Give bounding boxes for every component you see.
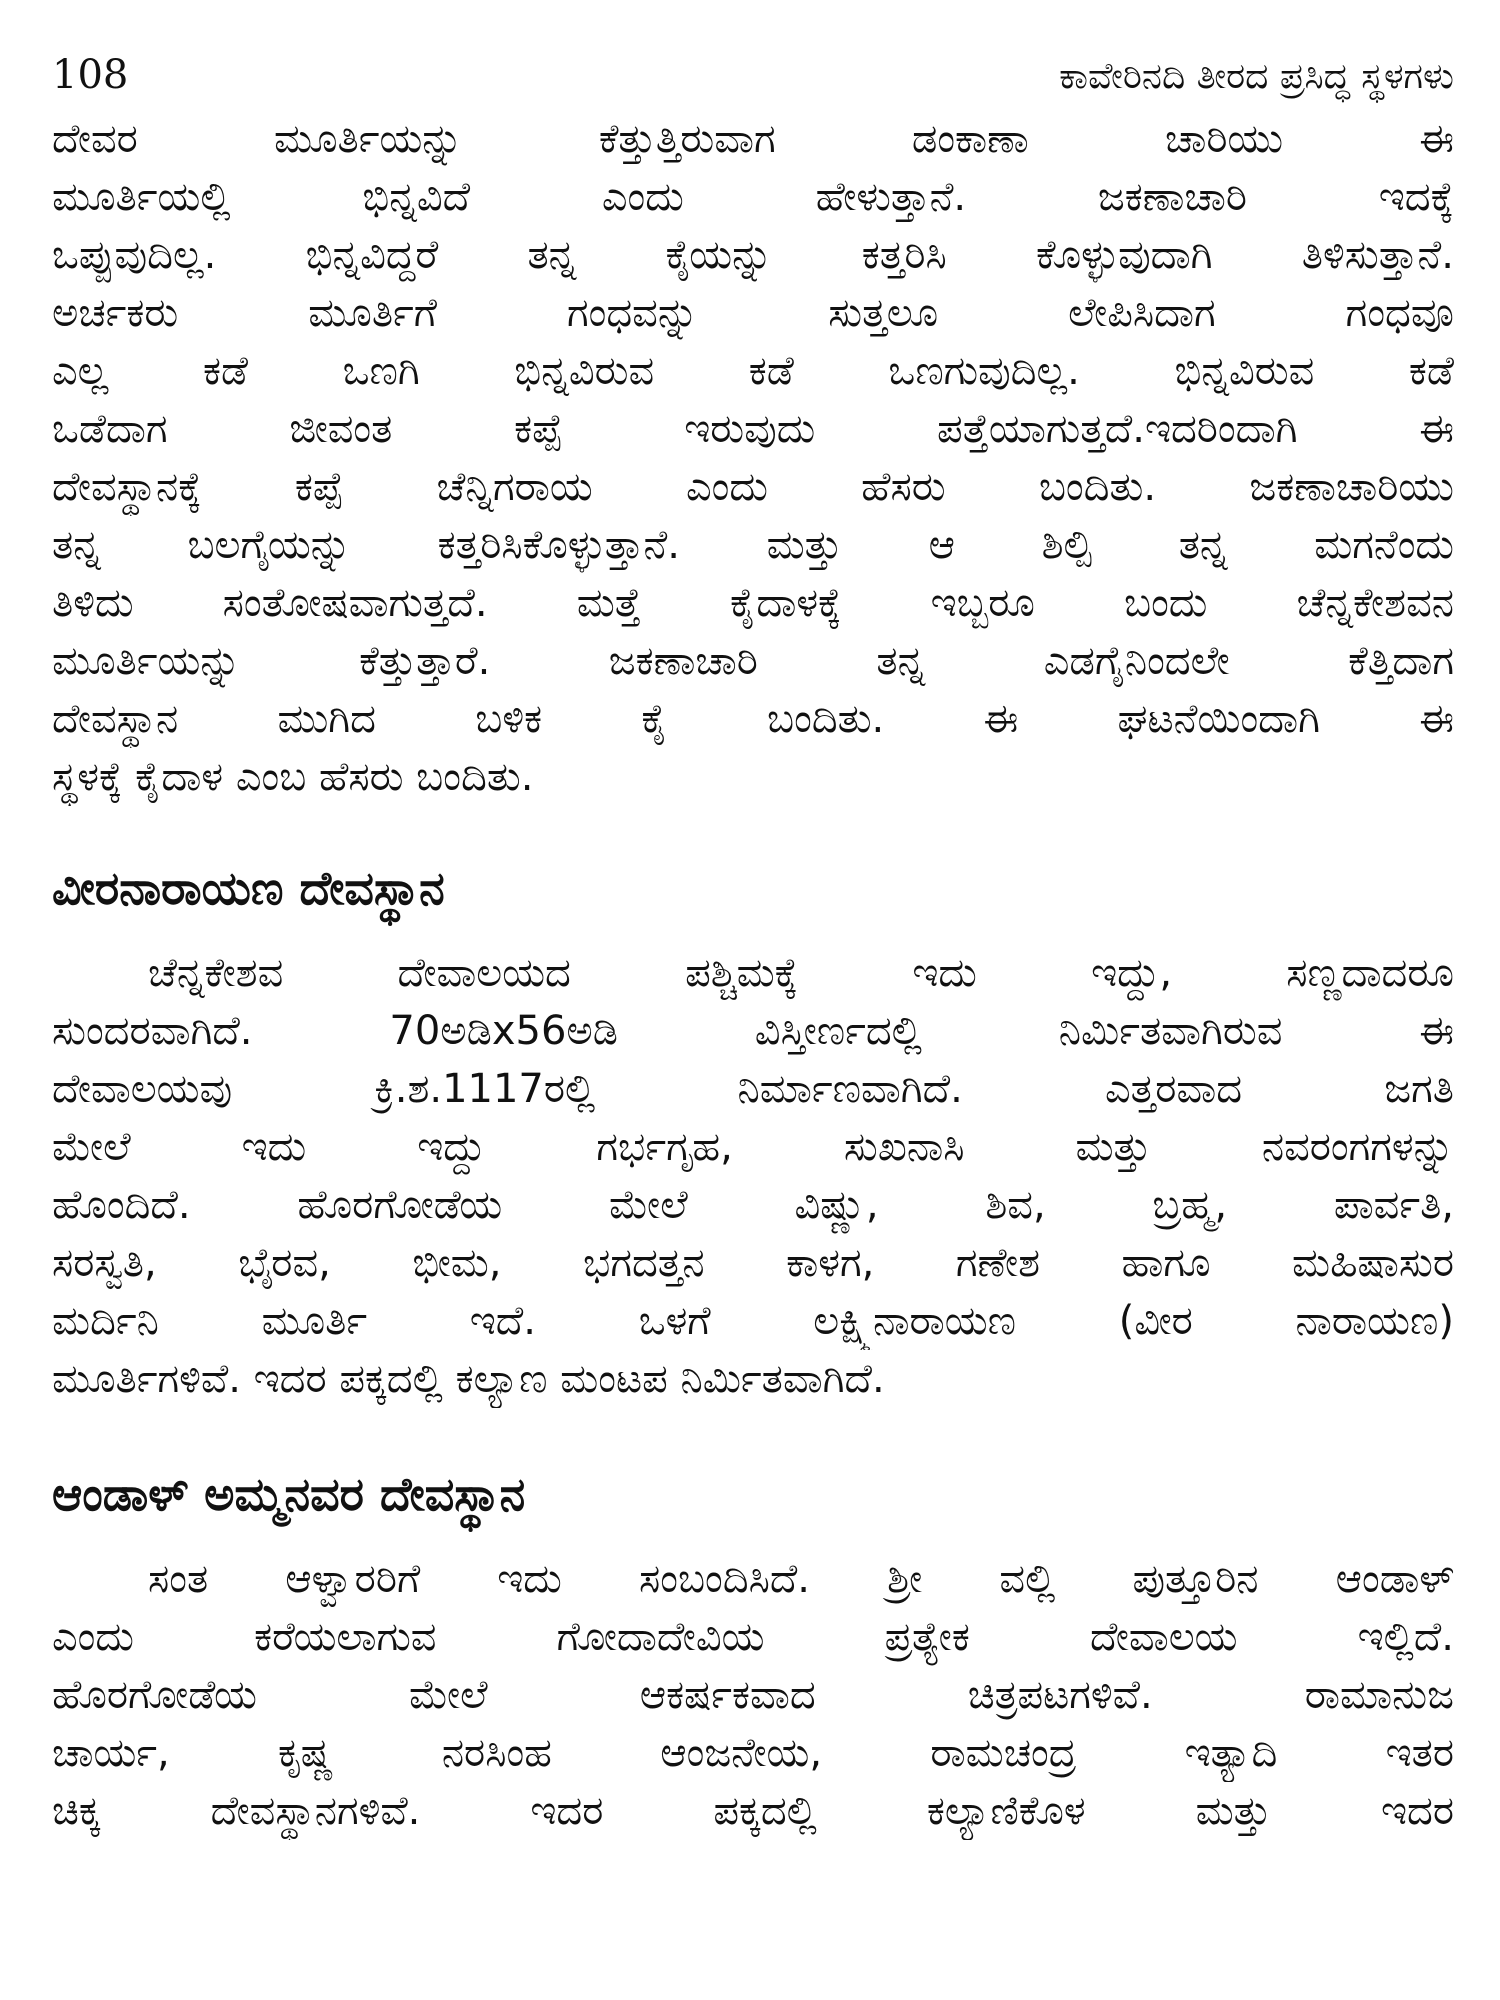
text-line: ದೇವಸ್ಥಾನ ಮುಗಿದ ಬಳಿಕ ಕೈ ಬಂದಿತು. ಈ ಘಟನೆಯಿಂದಾಗಿ ಈ — [52, 696, 1454, 742]
page-header — [52, 52, 1454, 108]
text-line: ಚೆನ್ನಕೇಶವ ದೇವಾಲಯದ ಪಶ್ಚಿಮಕ್ಕೆ ಇದು ಇದ್ದು, ಸಣ್ಣದಾದರೂ — [148, 950, 1454, 996]
text-line: ಮೂರ್ತಿಯಲ್ಲಿ ಭಿನ್ನವಿದೆ ಎಂದು ಹೇಳುತ್ತಾನೆ. ಜಕಣಾಚಾರಿ ಇದಕ್ಕೆ — [52, 174, 1454, 220]
text-line: ಸುಂದರವಾಗಿದೆ. 70ಅಡಿx56ಅಡಿ ವಿಸ್ತೀರ್ಣದಲ್ಲಿ ನಿರ್ಮಿತವಾಗಿರುವ ಈ — [52, 1008, 1454, 1054]
section-heading-veeranarayana: ವೀರನಾರಾಯಣ ದೇವಸ್ಥಾನ — [52, 861, 445, 915]
section-heading-andal: ಆಂಡಾಳ್ ಅಮ್ಮನವರ ದೇವಸ್ಥಾನ — [52, 1467, 526, 1521]
book-page — [52, 52, 1454, 1840]
andal-paragraph — [52, 1550, 1454, 1840]
text-line: ಒಪ್ಪುವುದಿಲ್ಲ. ಭಿನ್ನವಿದ್ದರೆ ತನ್ನ ಕೈಯನ್ನು ಕತ್ತರಿಸಿ ಕೊಳ್ಳುವುದಾಗಿ ತಿಳಿಸುತ್ತಾನೆ. — [52, 232, 1454, 278]
veeranarayana-paragraph — [52, 944, 1454, 1408]
intro-paragraph — [52, 110, 1454, 806]
text-line: ತಿಳಿದು ಸಂತೋಷವಾಗುತ್ತದೆ. ಮತ್ತೆ ಕೈದಾಳಕ್ಕೆ ಇಬ್ಬರೂ ಬಂದು ಚೆನ್ನಕೇಶವನ — [52, 580, 1454, 626]
text-line: ಮರ್ದಿನಿ ಮೂರ್ತಿ ಇದೆ. ಒಳಗೆ ಲಕ್ಷ್ಮಿನಾರಾಯಣ (ವೀರ ನಾರಾಯಣ) — [52, 1298, 1454, 1344]
page-number: 108 — [52, 52, 129, 98]
text-line: ದೇವರ ಮೂರ್ತಿಯನ್ನು ಕೆತ್ತುತ್ತಿರುವಾಗ ಡಂಕಾಣಾ ಚಾರಿಯು ಈ — [52, 116, 1454, 162]
text-line: ಹೊರಗೋಡೆಯ ಮೇಲೆ ಆಕರ್ಷಕವಾದ ಚಿತ್ರಪಟಗಳಿವೆ. ರಾಮಾನುಜ — [52, 1672, 1454, 1718]
text-line: ದೇವಸ್ಥಾನಕ್ಕೆ ಕಪ್ಪೆ ಚೆನ್ನಿಗರಾಯ ಎಂದು ಹೆಸರು ಬಂದಿತು. ಜಕಣಾಚಾರಿಯು — [52, 464, 1454, 510]
text-line: ಸ್ಥಳಕ್ಕೆ ಕೈದಾಳ ಎಂಬ ಹೆಸರು ಬಂದಿತು. — [52, 754, 534, 800]
text-line: ಒಡೆದಾಗ ಜೀವಂತ ಕಪ್ಪೆ ಇರುವುದು ಪತ್ತೆಯಾಗುತ್ತದೆ.ಇದರಿಂದಾಗಿ ಈ — [52, 406, 1454, 452]
text-line: ಮೂರ್ತಿಯನ್ನು ಕೆತ್ತುತ್ತಾರೆ. ಜಕಣಾಚಾರಿ ತನ್ನ ಎಡಗೈನಿಂದಲೇ ಕೆತ್ತಿದಾಗ — [52, 638, 1454, 684]
text-line: ಮೂರ್ತಿಗಳಿವೆ. ಇದರ ಪಕ್ಕದಲ್ಲಿ ಕಲ್ಯಾಣ ಮಂಟಪ ನಿರ್ಮಿತವಾಗಿದೆ. — [52, 1356, 885, 1402]
text-line: ಅರ್ಚಕರು ಮೂರ್ತಿಗೆ ಗಂಧವನ್ನು ಸುತ್ತಲೂ ಲೇಪಿಸಿದಾಗ ಗಂಧವೂ — [52, 290, 1454, 336]
text-line: ಎಲ್ಲ ಕಡೆ ಒಣಗಿ ಭಿನ್ನವಿರುವ ಕಡೆ ಒಣಗುವುದಿಲ್ಲ. ಭಿನ್ನವಿರುವ ಕಡೆ — [52, 348, 1454, 394]
running-title: ಕಾವೇರಿನದಿ ತೀರದ ಪ್ರಸಿದ್ಧ ಸ್ಥಳಗಳು — [1059, 56, 1454, 97]
text-line: ದೇವಾಲಯವು ಕ್ರಿ.ಶ.1117ರಲ್ಲಿ ನಿರ್ಮಾಣವಾಗಿದೆ. ಎತ್ತರವಾದ ಜಗತಿ — [52, 1066, 1454, 1112]
text-line: ಎಂದು ಕರೆಯಲಾಗುವ ಗೋದಾದೇವಿಯ ಪ್ರತ್ಯೇಕ ದೇವಾಲಯ ಇಲ್ಲಿದೆ. — [52, 1614, 1454, 1660]
text-line: ಚಿಕ್ಕ ದೇವಸ್ಥಾನಗಳಿವೆ. ಇದರ ಪಕ್ಕದಲ್ಲಿ ಕಲ್ಯಾಣಿಕೊಳ ಮತ್ತು ಇದರ — [52, 1788, 1454, 1834]
text-line: ಹೊಂದಿದೆ. ಹೊರಗೋಡೆಯ ಮೇಲೆ ವಿಷ್ಣು, ಶಿವ, ಬ್ರಹ್ಮ, ಪಾರ್ವತಿ, — [52, 1182, 1454, 1228]
text-line: ಮೇಲೆ ಇದು ಇದ್ದು ಗರ್ಭಗೃಹ, ಸುಖನಾಸಿ ಮತ್ತು ನವರಂಗಗಳನ್ನು — [52, 1124, 1454, 1170]
text-line: ಸಂತ ಆಳ್ವಾರರಿಗೆ ಇದು ಸಂಬಂದಿಸಿದೆ. ಶ್ರೀ ವಲ್ಲಿ ಪುತ್ತೂರಿನ ಆಂಡಾಳ್ — [148, 1556, 1454, 1602]
text-line: ಸರಸ್ವತಿ, ಭೈರವ, ಭೀಮ, ಭಗದತ್ತನ ಕಾಳಗ, ಗಣೇಶ ಹಾಗೂ ಮಹಿಷಾಸುರ — [52, 1240, 1454, 1286]
text-line: ತನ್ನ ಬಲಗೈಯನ್ನು ಕತ್ತರಿಸಿಕೊಳ್ಳುತ್ತಾನೆ. ಮತ್ತು ಆ ಶಿಲ್ಪಿ ತನ್ನ ಮಗನೆಂದು — [52, 522, 1454, 568]
text-line: ಚಾರ್ಯ, ಕೃಷ್ಣ ನರಸಿಂಹ ಆಂಜನೇಯ, ರಾಮಚಂದ್ರ ಇತ್ಯಾದಿ ಇತರ — [52, 1730, 1454, 1776]
